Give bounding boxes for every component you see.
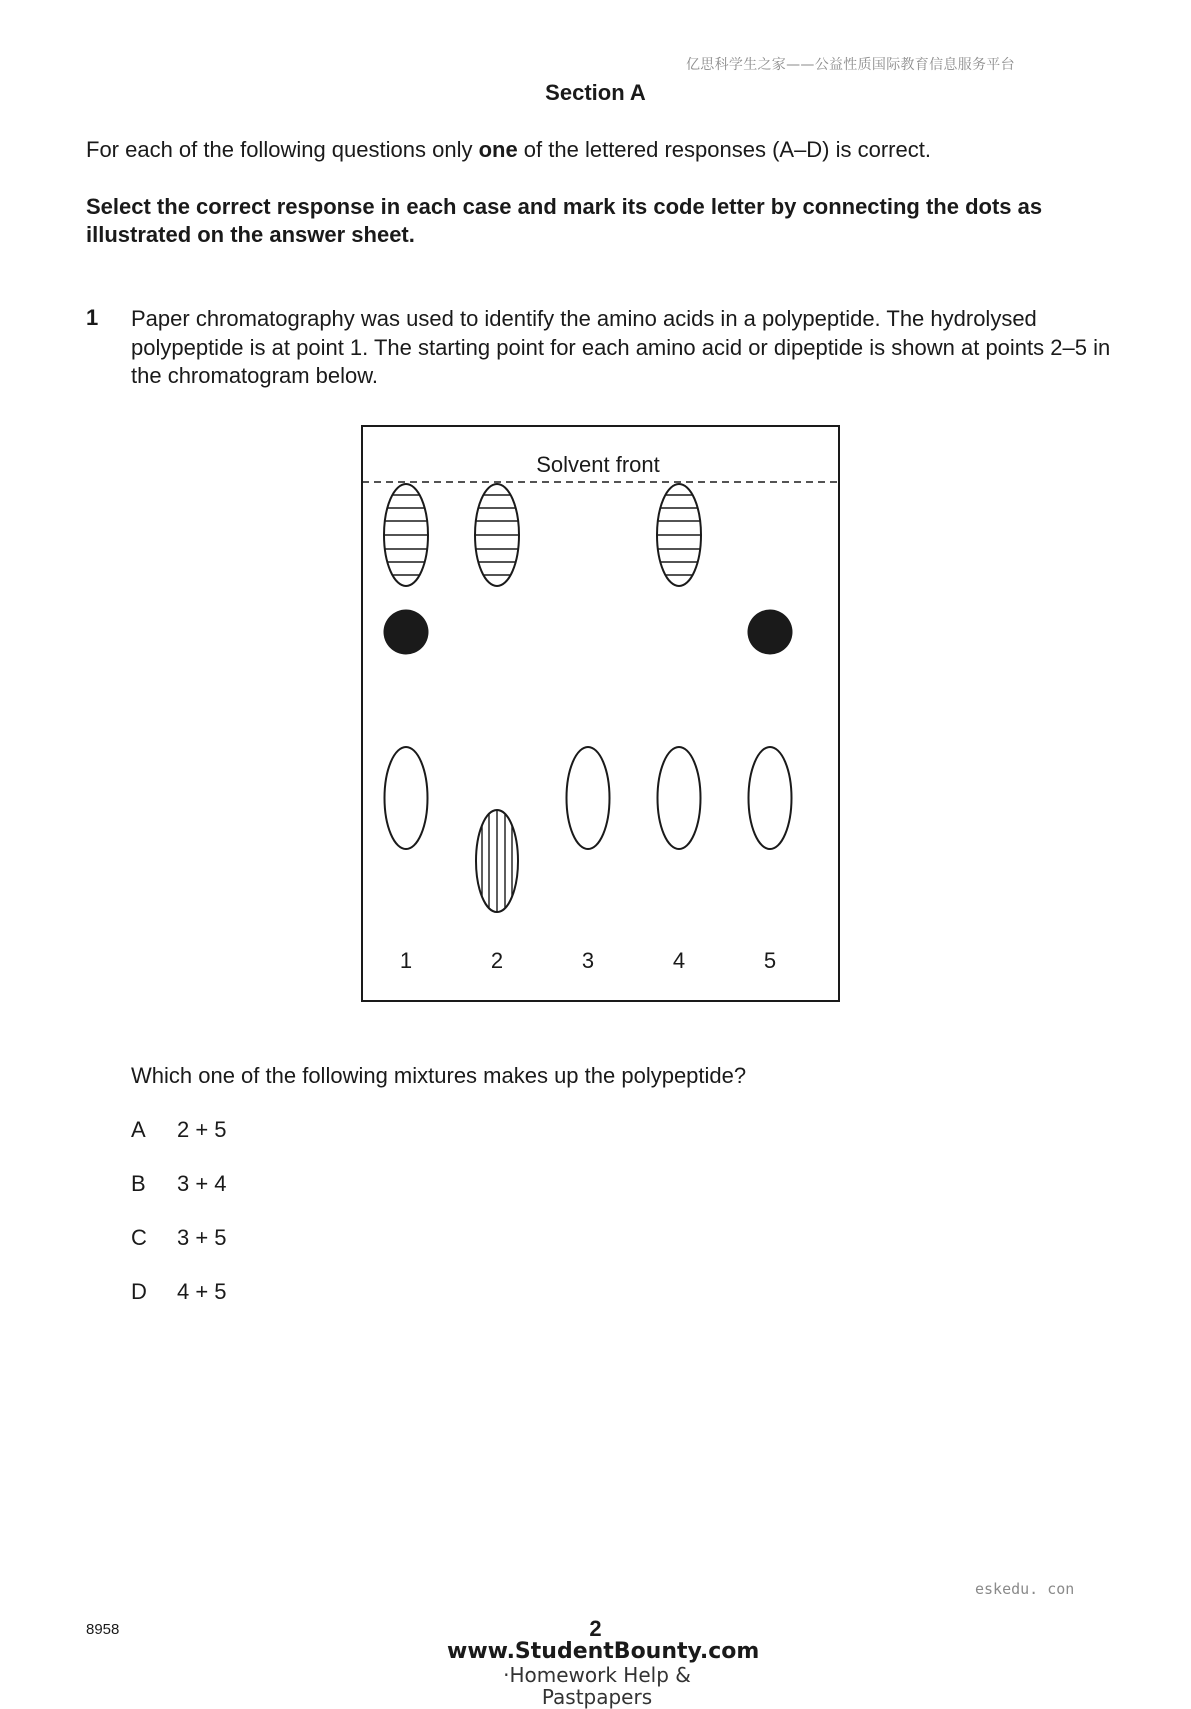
logo-url[interactable]: www.StudentBounty.com (447, 1639, 760, 1664)
instruction-text-pre: For each of the following questions only (86, 137, 479, 162)
option-text-a: 2 + 5 (177, 1117, 227, 1142)
instruction-emphasis: one (478, 137, 518, 162)
instruction-text-post: of the lettered responses (A–D) is correct. (517, 137, 931, 162)
header-watermark: 亿思科学生之家——公益性质国际教育信息服务平台 (686, 57, 1015, 73)
solvent-front-label: Solvent front (536, 452, 660, 477)
lane-label-4: 4 (672, 948, 686, 973)
lane-label-2: 2 (490, 948, 504, 973)
spot-lane1-solid (384, 610, 429, 655)
option-letter-a: A (131, 1117, 146, 1142)
answer-instruction: Select the correct response in each case and mark its code letter by connecting the dots as illustrated on the answer sheet. (86, 194, 1043, 247)
lane-label-5: 5 (763, 948, 777, 973)
footer-watermark: eskedu. con (975, 1580, 1075, 1598)
logo-tagline: ·Homework Help & Pastpapers (503, 1663, 691, 1709)
studentbounty-logo[interactable] (447, 1639, 760, 1709)
option-text-b: 3 + 4 (177, 1171, 227, 1196)
chromatogram-figure (361, 425, 841, 1003)
question-number: 1 (86, 305, 99, 330)
page-number: 2 (589, 1616, 602, 1641)
section-title: Section A (545, 80, 646, 105)
instruction-line (86, 137, 931, 163)
question-text: Paper chromatography was used to identify the amino acids in a polypeptide. The hydrolysed polypeptide is at point 1. The starting point for each amino acid or dipeptide is shown at points 2–5 in the chromatogram below. (131, 306, 1111, 388)
lane-label-1: 1 (399, 948, 413, 973)
option-text-d: 4 + 5 (177, 1279, 227, 1304)
lane-label-3: 3 (581, 948, 595, 973)
question-prompt: Which one of the following mixtures makes up the polypeptide? (131, 1063, 747, 1088)
option-letter-b: B (131, 1171, 146, 1196)
chromatogram-paper (362, 426, 839, 1001)
option-letter-d: D (131, 1279, 147, 1304)
spot-lane5-solid (748, 610, 793, 655)
paper-code: 8958 (86, 1621, 120, 1638)
option-text-c: 3 + 5 (177, 1225, 227, 1250)
option-letter-c: C (131, 1225, 147, 1250)
